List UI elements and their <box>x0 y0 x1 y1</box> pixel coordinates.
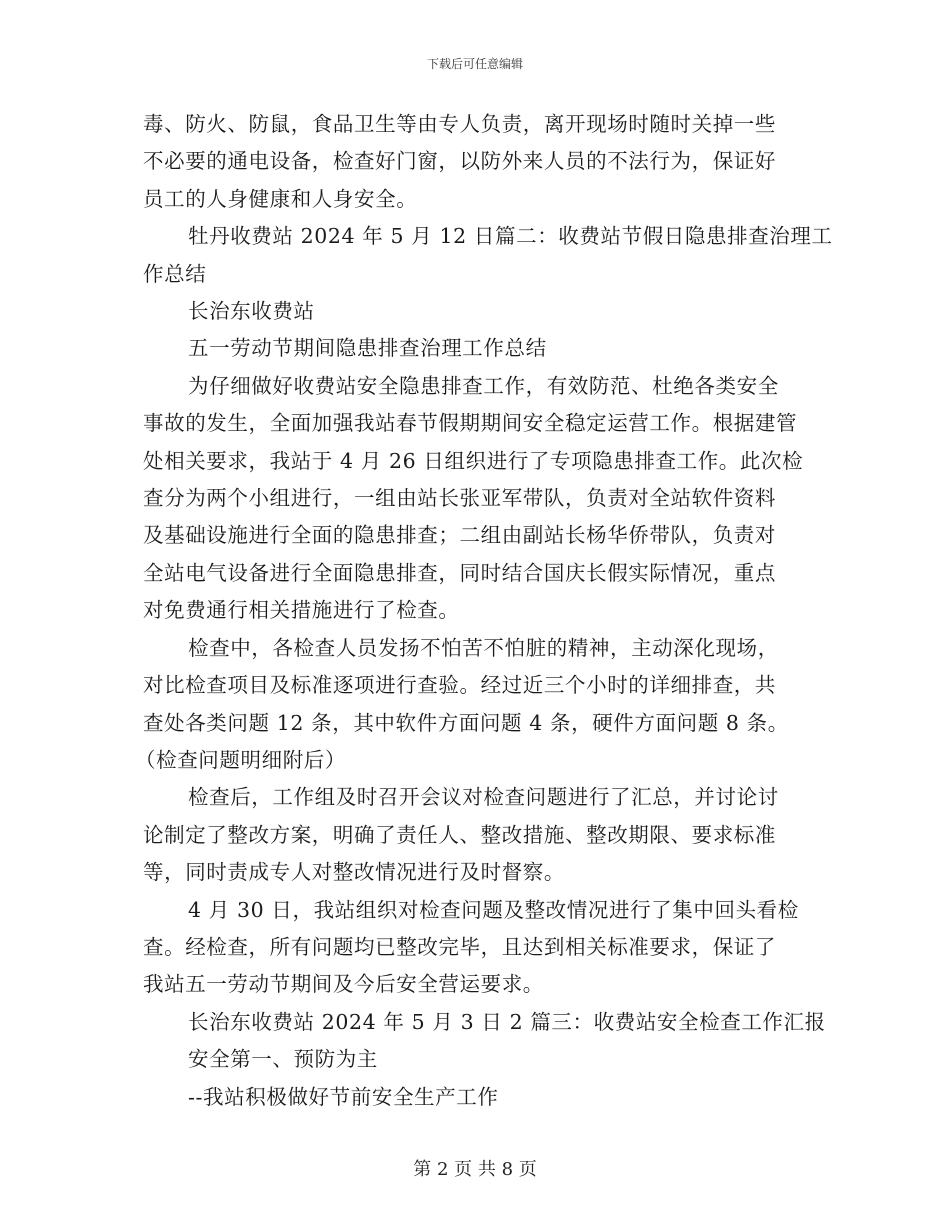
text-line: 对免费通行相关措施进行了检查。 <box>143 598 460 623</box>
text-line: --我站积极做好节前安全生产工作 <box>188 1084 499 1109</box>
text-line: 员工的人身健康和人身安全。 <box>143 186 418 211</box>
text-line: 五一劳动节期间隐患排查治理工作总结 <box>188 336 547 361</box>
text-line: 检查后，工作组及时召开会议对检查问题进行了汇总，并讨论讨 <box>188 785 779 810</box>
text-line: 长治东收费站 <box>188 299 315 324</box>
document-body <box>135 106 833 1116</box>
text-line: 及基础设施进行全面的隐患排查；二组由副站长杨华侨带队，负责对 <box>143 523 776 548</box>
text-line: 等，同时责成专人对整改情况进行及时督察。 <box>143 860 565 885</box>
text-line: 牡丹收费站 2024 年 5 月 12 日篇二：收费站节假日隐患排查治理工 <box>188 224 833 249</box>
text-line: 安全第一、预防为主 <box>188 1047 378 1072</box>
text-line: 作总结 <box>143 261 207 286</box>
text-line: 事故的发生，全面加强我站春节假期期间安全稳定运营工作。根据建管 <box>143 411 798 436</box>
text-line: 对比检查项目及标准逐项进行查验。经过近三个小时的详细排查，共 <box>143 673 776 698</box>
text-line: 论制定了整改方案，明确了责任人、整改措施、整改期限、要求标准 <box>143 822 776 847</box>
text-line: 查处各类问题 12 条，其中软件方面问题 4 条，硬件方面问题 8 条。 <box>143 710 789 735</box>
text-line: （检查问题明细附后） <box>135 747 346 772</box>
text-line: 查。经检查，所有问题均已整改完毕，且达到相关标准要求，保证了 <box>143 934 776 959</box>
text-line: 我站五一劳动节期间及今后安全营运要求。 <box>143 972 544 997</box>
text-line: 不必要的通电设备，检查好门窗，以防外来人员的不法行为，保证好 <box>143 149 776 174</box>
text-line: 为仔细做好收费站安全隐患排查工作，有效防范、杜绝各类安全 <box>188 373 779 398</box>
text-line: 检查中，各检查人员发扬不怕苦不怕脏的精神，主动深化现场， <box>188 635 779 660</box>
page-header: 下载后可任意编辑 <box>426 57 523 71</box>
text-line: 查分为两个小组进行，一组由站长张亚军带队，负责对全站软件资料 <box>143 486 776 511</box>
page-footer: 第 2 页 共 8 页 <box>413 1159 537 1180</box>
text-line: 4 月 30 日，我站组织对检查问题及整改情况进行了集中回头看检 <box>188 897 799 922</box>
text-line: 毒、防火、防鼠，食品卫生等由专人负责，离开现场时随时关掉一些 <box>143 112 776 136</box>
text-line: 处相关要求，我站于 4 月 26 日组织进行了专项隐患排查工作。此次检 <box>143 448 804 473</box>
text-line: 全站电气设备进行全面隐患排查，同时结合国庆长假实际情况，重点 <box>143 560 776 585</box>
text-line: 长治东收费站 2024 年 5 月 3 日 2 篇三：收费站安全检查工作汇报 <box>188 1009 826 1034</box>
